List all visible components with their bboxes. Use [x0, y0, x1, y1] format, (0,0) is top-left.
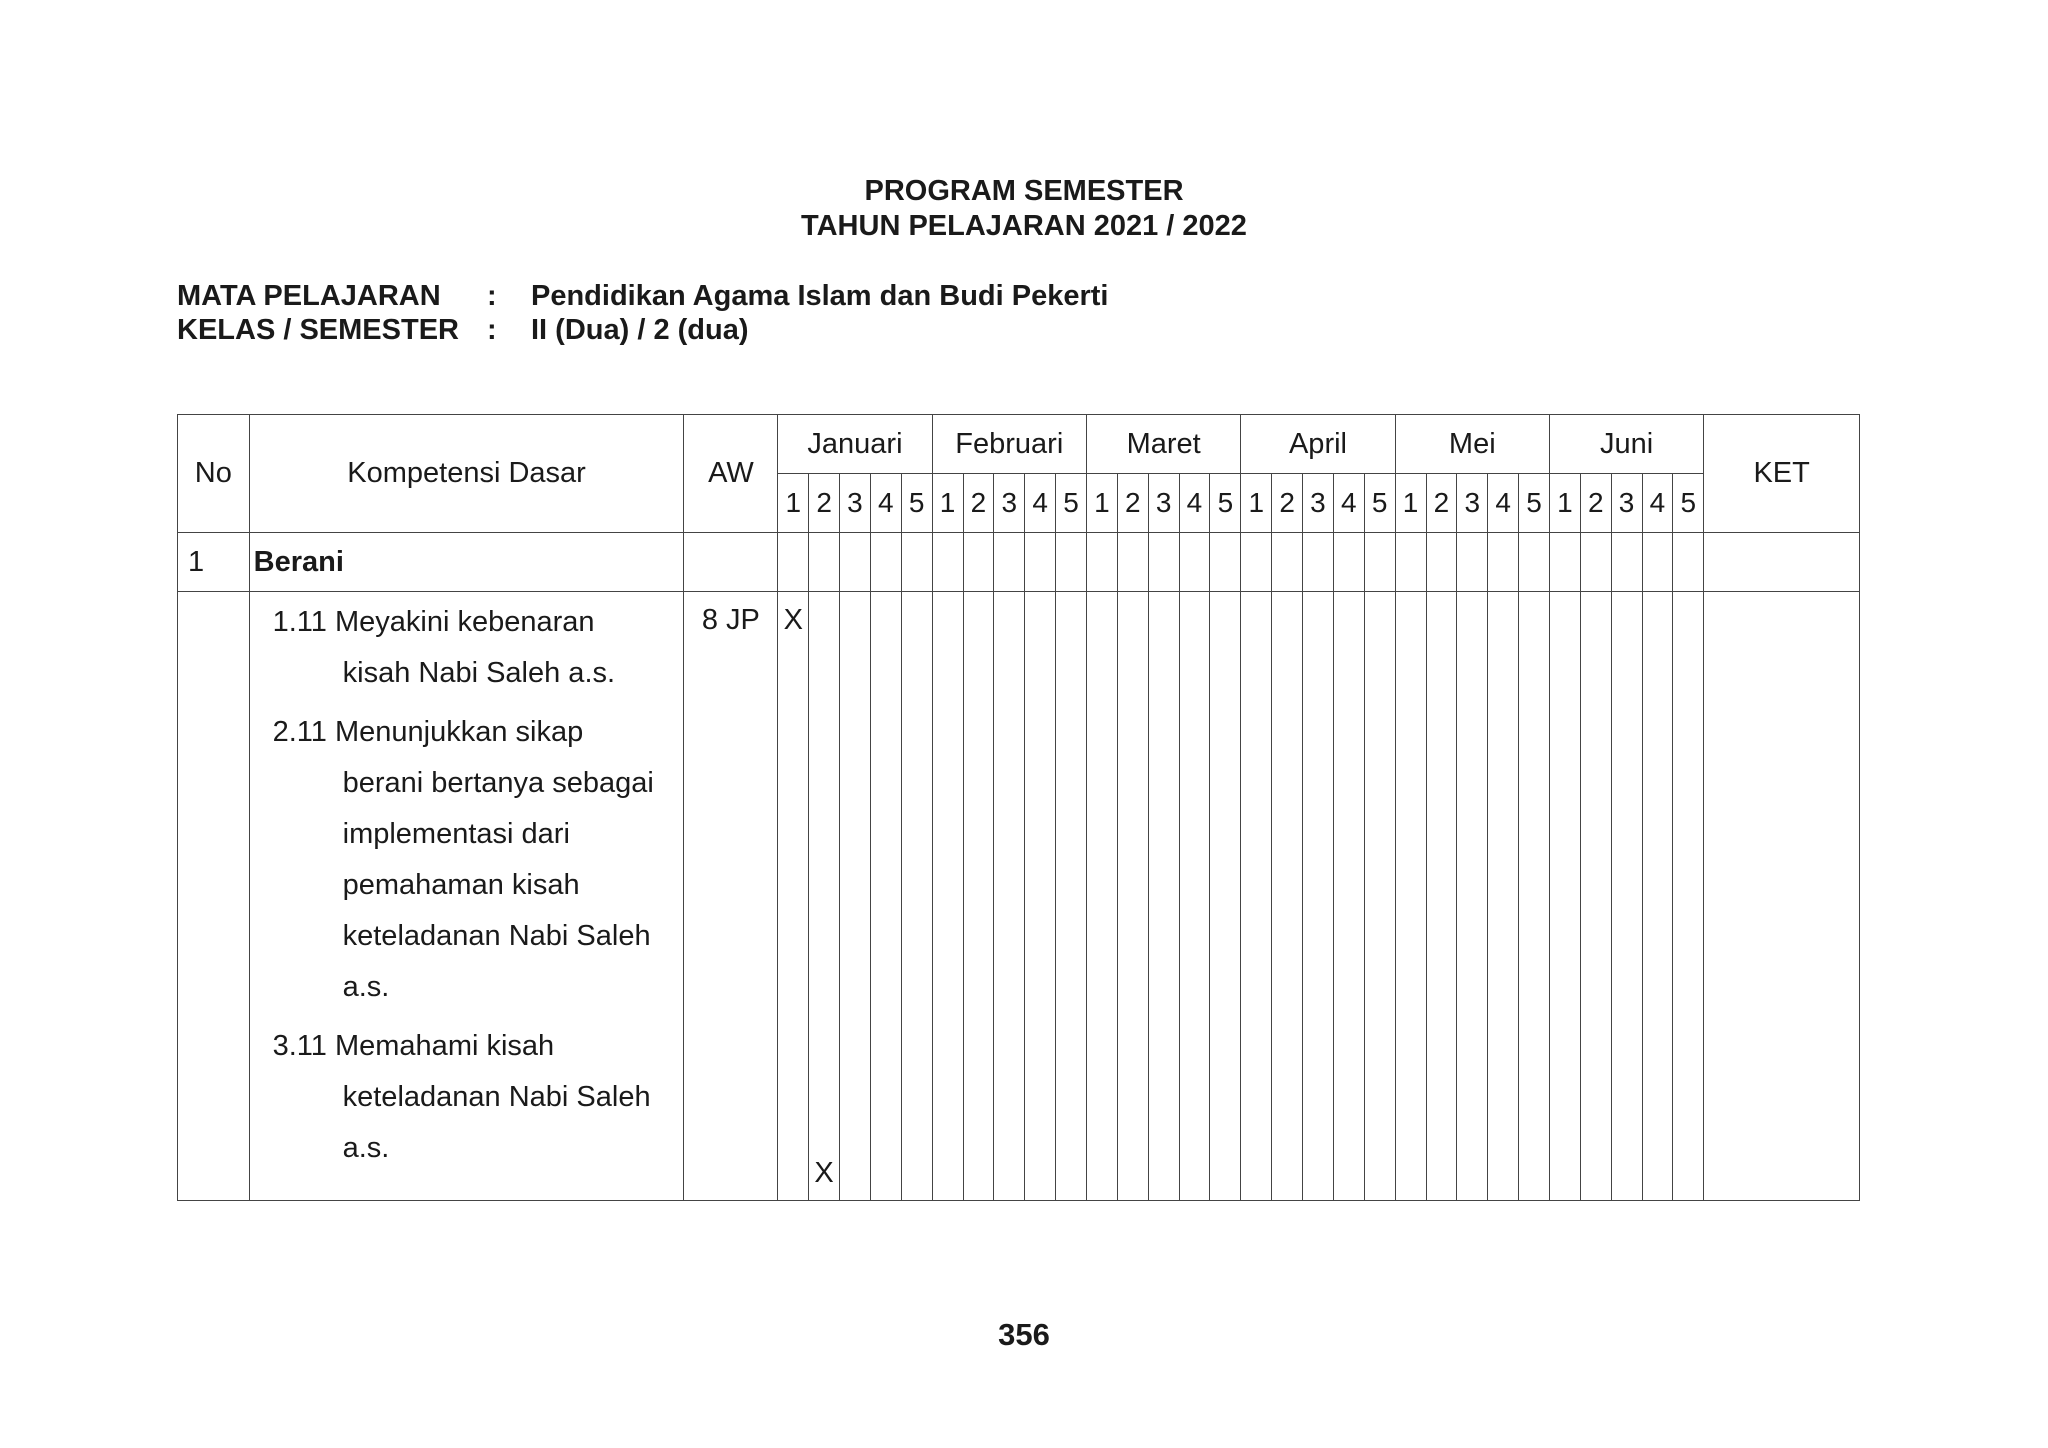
schedule-cell	[1179, 533, 1210, 592]
row-number: 1	[178, 533, 250, 592]
schedule-cell	[1457, 533, 1488, 592]
kd-item	[250, 707, 684, 1013]
week-number: 2	[1580, 474, 1611, 533]
schedule-cell	[994, 533, 1025, 592]
schedule-cell	[1272, 533, 1303, 592]
schedule-mark: X	[809, 592, 840, 1201]
kd-text: kisah Nabi Saleh a.s.	[342, 657, 616, 689]
subject-separator: :	[487, 280, 497, 312]
schedule-cell	[901, 592, 932, 1201]
schedule-cell	[1457, 592, 1488, 1201]
kd-text: berani bertanya sebagai	[342, 767, 654, 799]
schedule-cell	[1272, 592, 1303, 1201]
schedule-cell	[963, 533, 994, 592]
kd-number-cell	[178, 592, 250, 1201]
schedule-cell	[1179, 592, 1210, 1201]
schedule-cell	[809, 533, 840, 592]
week-number: 5	[1673, 474, 1704, 533]
kd-text: implementasi dari	[342, 818, 570, 850]
schedule-cell	[1580, 533, 1611, 592]
schedule-cell	[1611, 533, 1642, 592]
schedule-cell	[932, 533, 963, 592]
header-ket: KET	[1704, 415, 1860, 533]
schedule-cell	[1426, 592, 1457, 1201]
schedule-cell	[1025, 533, 1056, 592]
schedule-cell	[1241, 533, 1272, 592]
month-header-mei: Mei	[1395, 415, 1549, 474]
schedule-cell	[1395, 533, 1426, 592]
header-kompetensi-dasar: Kompetensi Dasar	[249, 415, 684, 533]
schedule-cell	[1056, 533, 1087, 592]
schedule-cell	[1426, 533, 1457, 592]
week-number: 3	[1457, 474, 1488, 533]
theme-aw-cell	[684, 533, 778, 592]
schedule-cell	[1056, 592, 1087, 1201]
ket-cell	[1704, 592, 1860, 1201]
month-header-januari: Januari	[778, 415, 932, 474]
week-number: 2	[1117, 474, 1148, 533]
week-number: 5	[1210, 474, 1241, 533]
week-number: 3	[1148, 474, 1179, 533]
subject-value: Pendidikan Agama Islam dan Budi Pekerti	[531, 280, 1109, 312]
schedule-cell	[1673, 533, 1704, 592]
week-number: 3	[840, 474, 871, 533]
schedule-cell	[1549, 592, 1580, 1201]
week-number: 5	[1056, 474, 1087, 533]
schedule-cell	[1148, 533, 1179, 592]
schedule-cell	[1488, 592, 1519, 1201]
ket-cell	[1704, 533, 1860, 592]
schedule-cell	[1488, 533, 1519, 592]
schedule-cell	[1364, 533, 1395, 592]
schedule-cell	[1333, 533, 1364, 592]
kd-text: a.s.	[342, 1132, 390, 1164]
week-number: 4	[1179, 474, 1210, 533]
schedule-cell	[1333, 592, 1364, 1201]
schedule-cell	[1519, 533, 1550, 592]
schedule-cell	[840, 533, 871, 592]
schedule-cell	[778, 533, 809, 592]
schedule-cell	[1148, 592, 1179, 1201]
theme-title: Berani	[249, 533, 684, 592]
schedule-cell	[1241, 592, 1272, 1201]
kd-list	[249, 592, 684, 1201]
kd-code: 3.11	[272, 1030, 327, 1062]
week-number: 4	[1333, 474, 1364, 533]
month-header-maret: Maret	[1086, 415, 1240, 474]
header-no: No	[178, 415, 250, 533]
kd-text: keteladanan Nabi Saleh	[342, 1081, 651, 1113]
schedule-cell	[870, 592, 901, 1201]
month-header-februari: Februari	[932, 415, 1086, 474]
schedule-mark: X	[778, 592, 809, 1201]
kd-item	[250, 597, 684, 699]
header-aw: AW	[684, 415, 778, 533]
page-subtitle: TAHUN PELAJARAN 2021 / 2022	[801, 210, 1247, 242]
week-number: 5	[1364, 474, 1395, 533]
kd-text: Memahami kisah	[334, 1030, 555, 1062]
schedule-cell	[1086, 592, 1117, 1201]
kd-text: a.s.	[342, 971, 390, 1003]
week-number: 5	[901, 474, 932, 533]
schedule-cell	[932, 592, 963, 1201]
week-number: 1	[1395, 474, 1426, 533]
week-number: 3	[1303, 474, 1334, 533]
schedule-cell	[963, 592, 994, 1201]
week-number: 4	[870, 474, 901, 533]
page-number: 356	[998, 1317, 1050, 1352]
week-number: 4	[1488, 474, 1519, 533]
week-number: 4	[1025, 474, 1056, 533]
kd-code: 2.11	[272, 716, 327, 748]
week-number: 1	[1241, 474, 1272, 533]
schedule-cell	[1673, 592, 1704, 1201]
week-number: 3	[994, 474, 1025, 533]
schedule-cell	[1642, 592, 1673, 1201]
week-number: 2	[963, 474, 994, 533]
kd-text: keteladanan Nabi Saleh	[342, 920, 651, 952]
kd-text: Meyakini kebenaran	[334, 606, 595, 638]
schedule-cell	[1642, 533, 1673, 592]
schedule-cell	[1086, 533, 1117, 592]
semester-program-table	[177, 414, 1860, 1201]
month-header-juni: Juni	[1549, 415, 1703, 474]
schedule-cell	[1303, 592, 1334, 1201]
schedule-cell	[1611, 592, 1642, 1201]
week-number: 1	[778, 474, 809, 533]
schedule-cell	[901, 533, 932, 592]
schedule-cell	[1025, 592, 1056, 1201]
schedule-cell	[1117, 592, 1148, 1201]
week-number: 1	[1086, 474, 1117, 533]
kd-code: 1.11	[272, 606, 327, 638]
schedule-cell	[994, 592, 1025, 1201]
schedule-cell	[870, 533, 901, 592]
aw-value: 8 JP	[684, 592, 778, 1201]
week-number: 2	[1272, 474, 1303, 533]
schedule-cell	[840, 592, 871, 1201]
class-label: KELAS / SEMESTER	[177, 314, 459, 346]
week-number: 2	[809, 474, 840, 533]
kd-text: pemahaman kisah	[342, 869, 580, 901]
kd-text: Menunjukkan sikap	[334, 716, 584, 748]
schedule-cell	[1303, 533, 1334, 592]
class-value: II (Dua) / 2 (dua)	[531, 314, 749, 346]
class-separator: :	[487, 314, 497, 346]
week-number: 5	[1519, 474, 1550, 533]
schedule-cell	[1549, 533, 1580, 592]
schedule-cell	[1210, 533, 1241, 592]
week-number: 4	[1642, 474, 1673, 533]
page-title: PROGRAM SEMESTER	[864, 175, 1184, 207]
schedule-cell	[1580, 592, 1611, 1201]
kd-item	[250, 1021, 684, 1174]
month-header-april: April	[1241, 415, 1395, 474]
subject-label: MATA PELAJARAN	[177, 280, 441, 312]
schedule-cell	[1364, 592, 1395, 1201]
week-number: 3	[1611, 474, 1642, 533]
week-number: 1	[932, 474, 963, 533]
schedule-cell	[1519, 592, 1550, 1201]
week-number: 2	[1426, 474, 1457, 533]
schedule-cell	[1117, 533, 1148, 592]
schedule-cell	[1395, 592, 1426, 1201]
week-number: 1	[1549, 474, 1580, 533]
schedule-cell	[1210, 592, 1241, 1201]
